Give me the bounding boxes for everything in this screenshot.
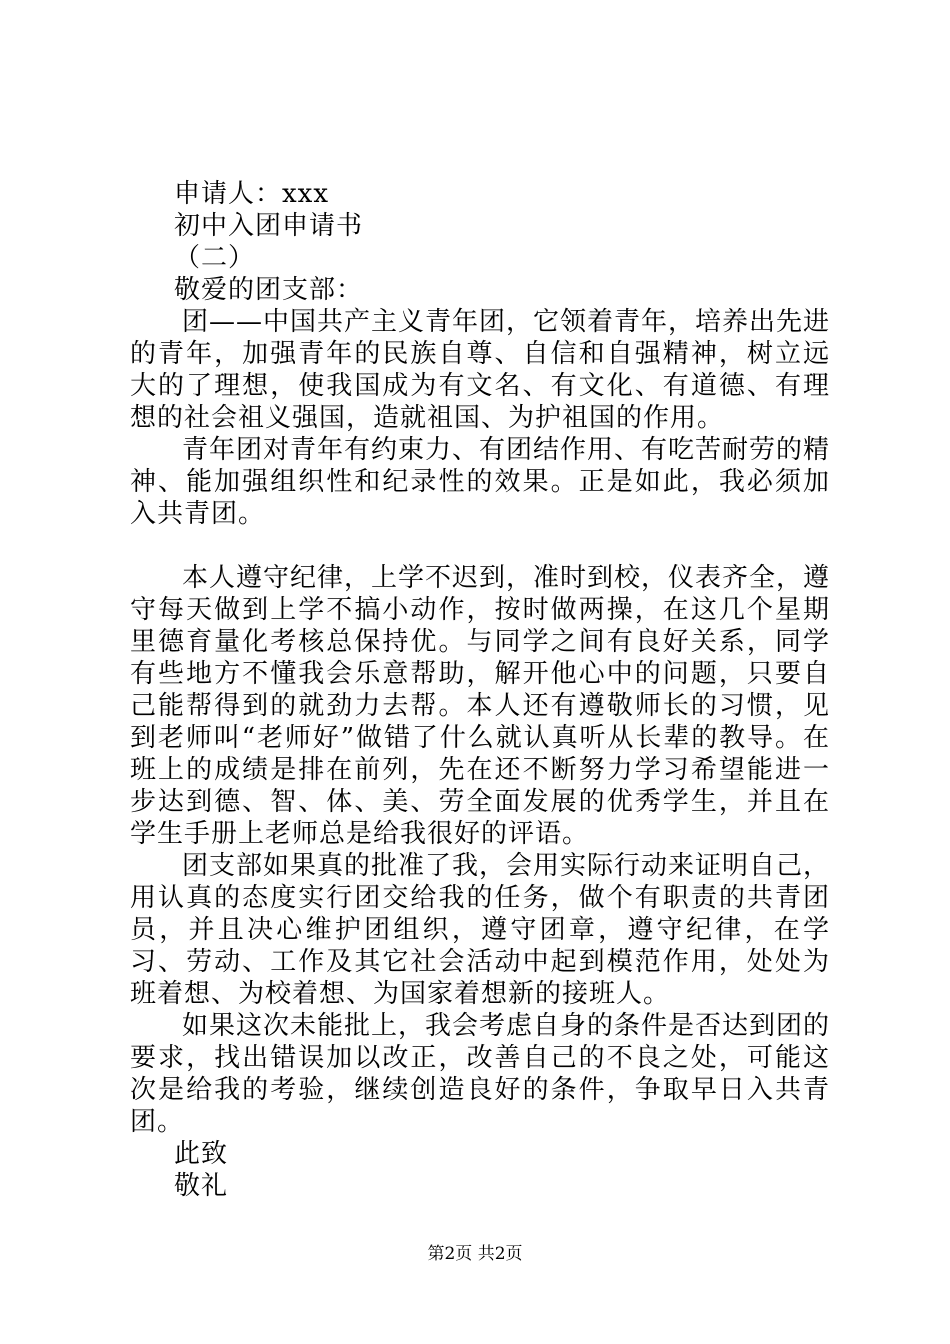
closing-salute: 敬礼 xyxy=(174,1171,229,1201)
paragraph: 如果这次未能批上，我会考虑自身的条件是否达到团的要求，找出错误加以改正，改善自己的不良之处，可能这次是给我的考验，继续创造良好的条件，争取早日入共青团。 xyxy=(130,1011,831,1137)
applicant-line: 申请人：xxx xyxy=(174,179,329,209)
salutation: 敬爱的团支部： xyxy=(174,275,364,305)
section-number: （二） xyxy=(174,243,256,273)
paragraph: 团支部如果真的批准了我，会用实际行动来证明自己，用认真的态度实行团交给我的任务，做个有职责的共青团员，并且决心维护团组织，遵守团章，遵守纪律，在学习、劳动、工作及其它社会活动中起到模范作用，处处为班着想、为校着想、为国家着想新的接班人。 xyxy=(130,851,831,1009)
blank-line xyxy=(130,530,830,562)
closing-regards: 此致 xyxy=(174,1139,229,1169)
paragraph: 本人遵守纪律，上学不迟到，准时到校，仪表齐全，遵守每天做到上学不搞小动作，按时做两操，在这几个星期里德育量化考核总保持优。与同学之间有良好关系，同学有些地方不懂我会乐意帮助，解开他心中的问题，只要自己能帮得到的就劲力去帮。本人还有遵敬师长的习惯，见到老师叫“老师好”做错了什么就认真听从长辈的教导。在班上的成绩是排在前列，先在还不断努力学习希望能进一步达到德、智、体、美、劳全面发展的优秀学生，并且在学生手册上老师总是给我很好的评语。 xyxy=(130,563,831,849)
page-footer: 第2页 共2页 xyxy=(427,1244,523,1264)
document-title: 初中入团申请书 xyxy=(174,211,364,241)
document-body xyxy=(130,178,830,1202)
paragraph: 团——中国共产主义青年团，它领着青年，培养出先进的青年，加强青年的民族自尊、自信和自强精神，树立远大的了理想，使我国成为有文名、有文化、有道德、有理想的社会祖义强国，造就祖国、为护祖国的作用。 xyxy=(130,307,831,433)
paragraph: 青年团对青年有约束力、有团结作用、有吃苦耐劳的精神、能加强组织性和纪录性的效果。正是如此，我必须加入共青团。 xyxy=(130,435,831,529)
